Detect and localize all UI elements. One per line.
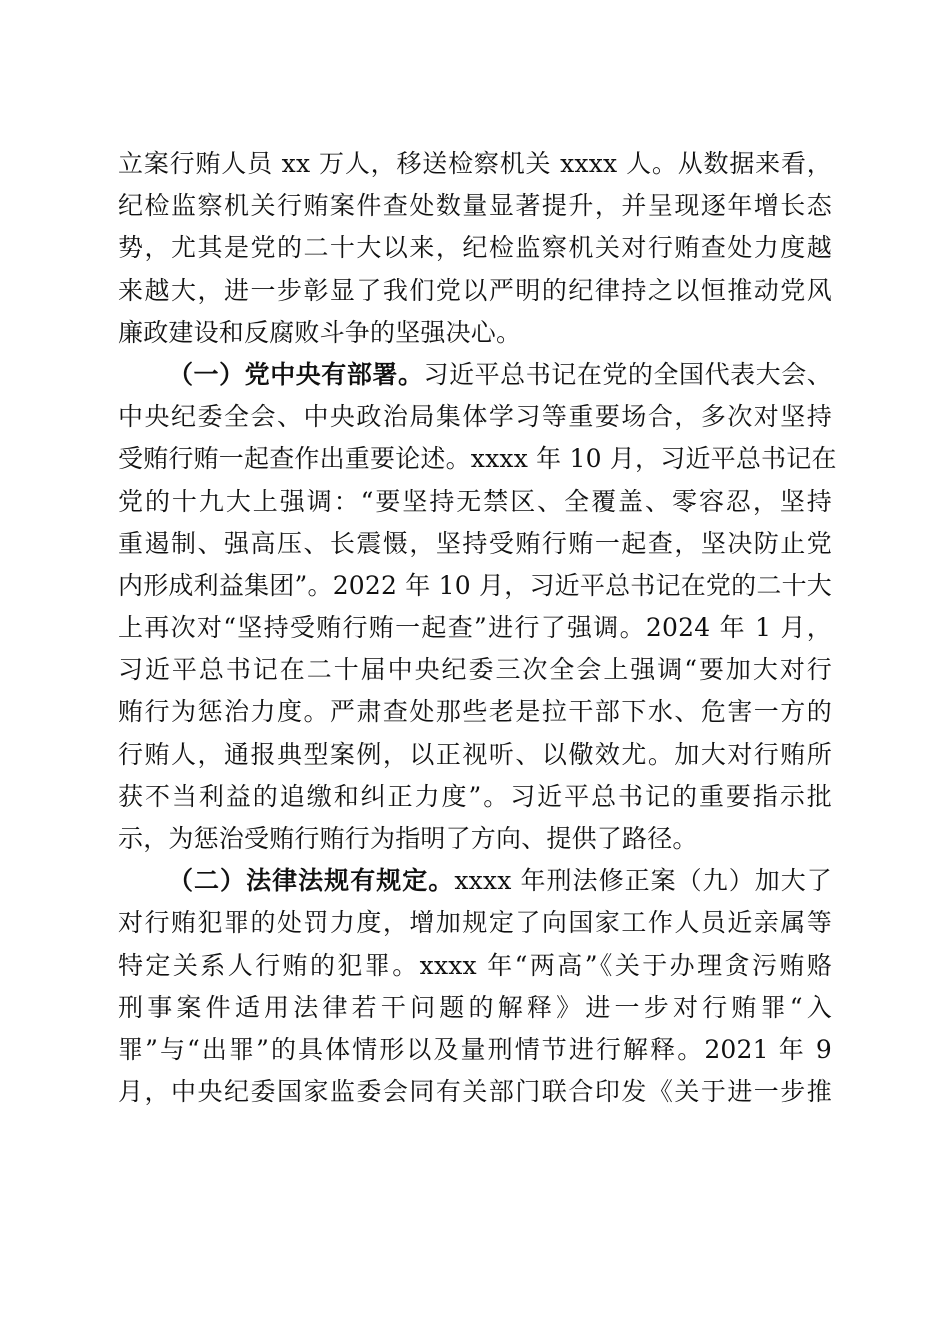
- text-line: 习近平总书记在二十届中央纪委三次全会上强调“要加大对行: [118, 655, 832, 685]
- text-line: 来越大，进一步彰显了我们党以严明的纪律持之以恒推动党风: [118, 275, 832, 305]
- text-line: 廉政建设和反腐败斗争的坚强决心。: [118, 317, 522, 347]
- text-line: 月，中央纪委国家监委会同有关部门联合印发《关于进一步推: [118, 1077, 832, 1107]
- text-line: 内形成利益集团”。2022 年 10 月，习近平总书记在党的二十大: [118, 570, 832, 600]
- text-line: 罪”与“出罪”的具体情形以及量刑情节进行解释。2021 年 9: [118, 1034, 832, 1064]
- text-line: 党的十九大上强调：“要坚持无禁区、全覆盖、零容忍，坚持: [118, 486, 832, 516]
- section-first-line-text: 习近平总书记在党的全国代表大会、: [423, 359, 832, 389]
- text-line: 纪检监察机关行贿案件查处数量显著提升，并呈现逐年增长态: [118, 191, 832, 221]
- text-line: 受贿行贿一起查作出重要论述。xxxx 年 10 月，习近平总书记在: [118, 444, 837, 474]
- paragraph-section-2: [118, 860, 832, 1113]
- text-line: 对行贿犯罪的处罚力度，增加规定了向国家工作人员近亲属等: [118, 908, 832, 938]
- section-first-line: [118, 354, 832, 396]
- section-heading: （二）法律法规有规定。: [168, 866, 455, 896]
- text-line: 上再次对“坚持受贿行贿一起查”进行了强调。2024 年 1 月，: [118, 613, 832, 643]
- paragraph-intro: [118, 143, 832, 354]
- section-heading: （一）党中央有部署。: [168, 359, 424, 389]
- text-line: 行贿人，通报典型案例，以正视听、以儆效尤。加大对行贿所: [118, 739, 832, 769]
- section-first-line: [118, 860, 832, 902]
- text-line: 示，为惩治受贿行贿行为指明了方向、提供了路径。: [118, 824, 698, 853]
- text-line: 贿行为惩治力度。严肃查处那些老是拉干部下水、危害一方的: [118, 697, 832, 727]
- document-page: [118, 143, 837, 1113]
- paragraph-section-1: [118, 354, 837, 860]
- section-first-line-text: xxxx 年刑法修正案（九）加大了: [454, 866, 832, 896]
- text-line: 特定关系人行贿的犯罪。xxxx 年“两高”《关于办理贪污贿赂: [118, 950, 832, 980]
- text-line: 刑事案件适用法律若干问题的解释》进一步对行贿罪“入: [118, 992, 832, 1022]
- text-line: 重遏制、强高压、长震慑，坚持受贿行贿一起查，坚决防止党: [118, 528, 832, 558]
- text-line: 中央纪委全会、中央政治局集体学习等重要场合，多次对坚持: [118, 402, 832, 432]
- text-line: 势，尤其是党的二十大以来，纪检监察机关对行贿查处力度越: [118, 233, 832, 263]
- text-line: 立案行贿人员 xx 万人，移送检察机关 xxxx 人。从数据来看，: [118, 149, 832, 178]
- text-line: 获不当利益的追缴和纠正力度”。习近平总书记的重要指示批: [118, 781, 832, 811]
